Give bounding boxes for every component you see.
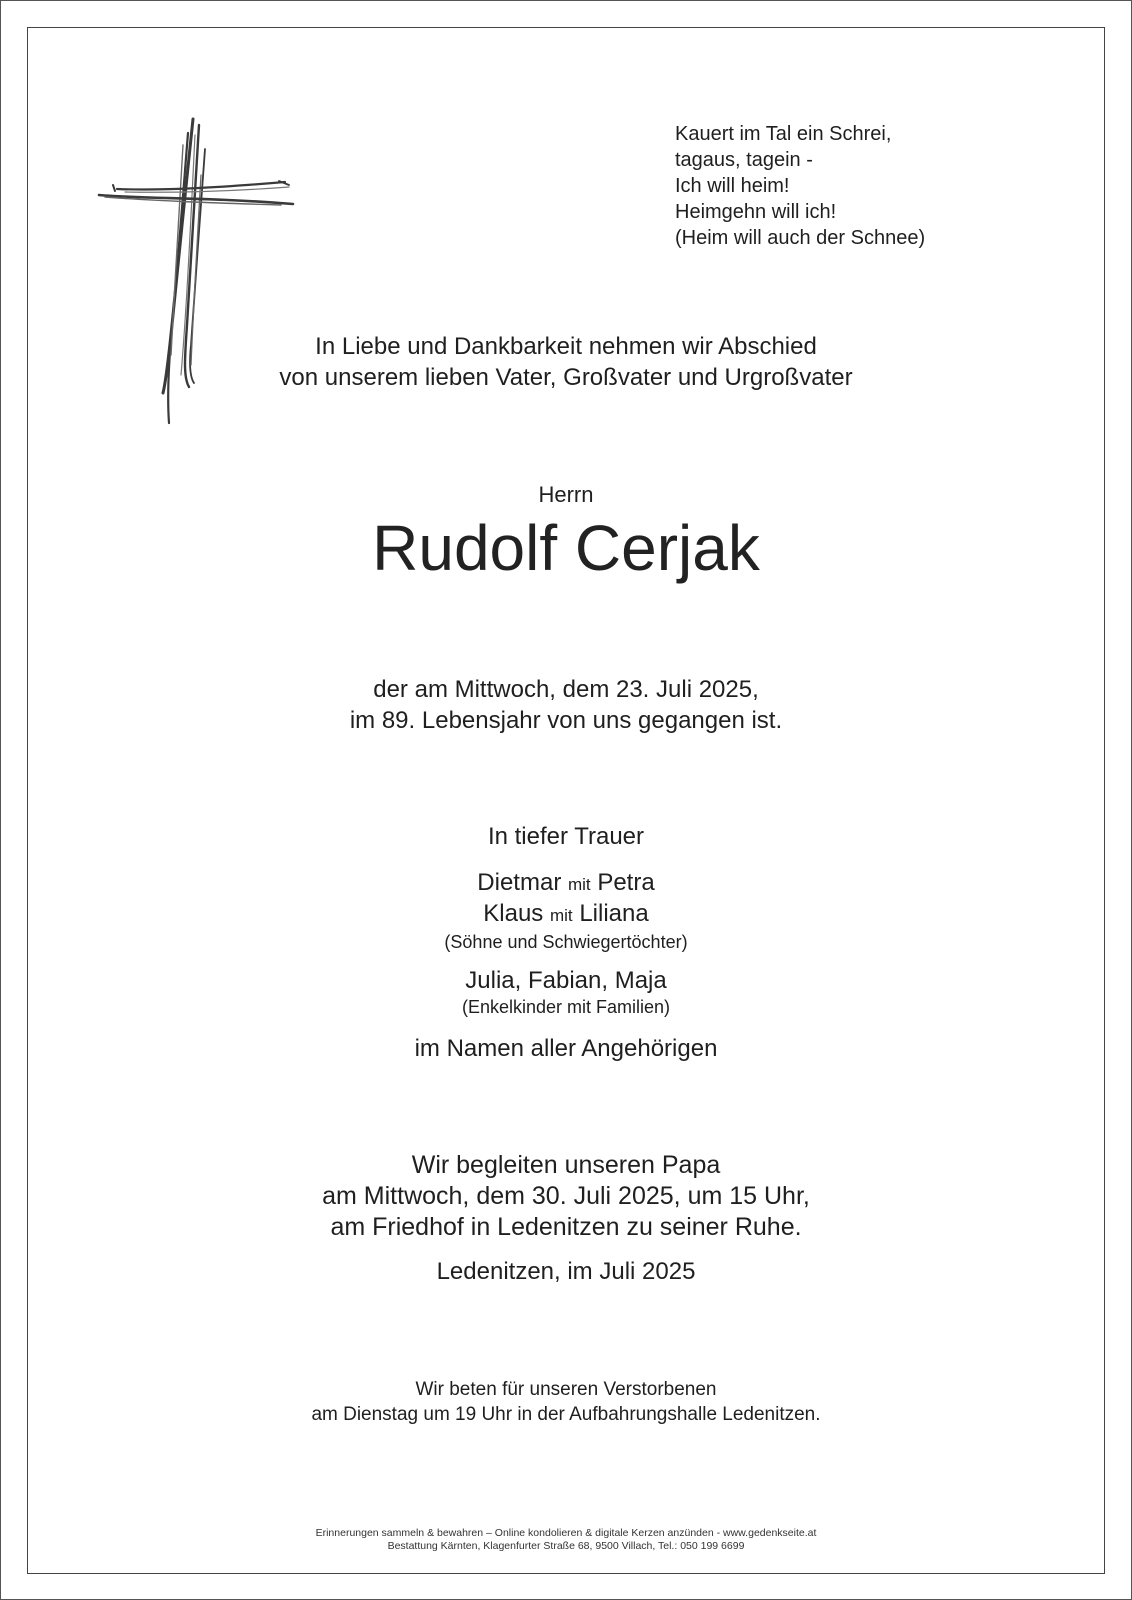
partner-name: Petra [597,869,655,896]
mourning-heading: In tiefer Trauer [487,823,645,850]
death-notice [27,674,1105,736]
funeral-line: am Mittwoch, dem 30. Juli 2025, um 15 Uhr, [322,1182,810,1210]
poem-line: Heimgehn will ich! [675,201,837,223]
place-date: Ledenitzen, im Juli 2025 [436,1258,696,1285]
deceased-name: Rudolf Cerjak [372,512,760,584]
footer-line: Erinnerungen sammeln & bewahren – Online kondolieren & digitale Kerzen anzünden - www.gedenkseite.at [315,1527,817,1539]
funeral-line: am Friedhof in Ledenitzen zu seiner Ruhe. [330,1213,802,1241]
partner-name: Liliana [579,900,649,927]
connector: mit [549,906,573,925]
son-entry [27,868,1105,899]
prayer-info [27,1377,1105,1427]
prayer-line: am Dienstag um 19 Uhr in der Aufbahrungshalle Ledenitzen. [311,1404,821,1425]
farewell-intro [40,331,1092,393]
intro-line: von unserem lieben Vater, Großvater und Urgroßvater [279,364,853,391]
funeral-line: Wir begleiten unseren Papa [411,1151,721,1179]
grandchildren-note: (Enkelkinder mit Familien) [461,997,671,1017]
footer [27,1527,1105,1553]
death-line: im 89. Lebensjahr von uns gegangen ist. [349,707,783,734]
grandchildren: Julia, Fabian, Maja [465,967,667,994]
son-name: Klaus [483,900,544,927]
poem-line: tagaus, tagein - [675,149,813,171]
poem [675,121,1075,251]
son-entry [27,899,1105,930]
salutation: Herrn [538,482,594,507]
connector: mit [567,875,591,894]
son-name: Dietmar [477,869,562,896]
all-relatives: im Namen aller Angehörigen [414,1035,718,1062]
poem-line: Kauert im Tal ein Schrei, [675,123,892,145]
intro-line: In Liebe und Dankbarkeit nehmen wir Abschied [315,333,817,360]
prayer-line: Wir beten für unseren Verstorbenen [415,1379,717,1400]
sons-note: (Söhne und Schwiegertöchter) [444,932,688,952]
death-line: der am Mittwoch, dem 23. Juli 2025, [373,676,759,703]
footer-line: Bestattung Kärnten, Klagenfurter Straße 68, 9500 Villach, Tel.: 050 199 6699 [387,1540,745,1552]
poem-line: (Heim will auch der Schnee) [675,227,926,249]
poem-line: Ich will heim! [675,175,790,197]
family-list [27,868,1105,1019]
funeral-info [27,1150,1105,1243]
